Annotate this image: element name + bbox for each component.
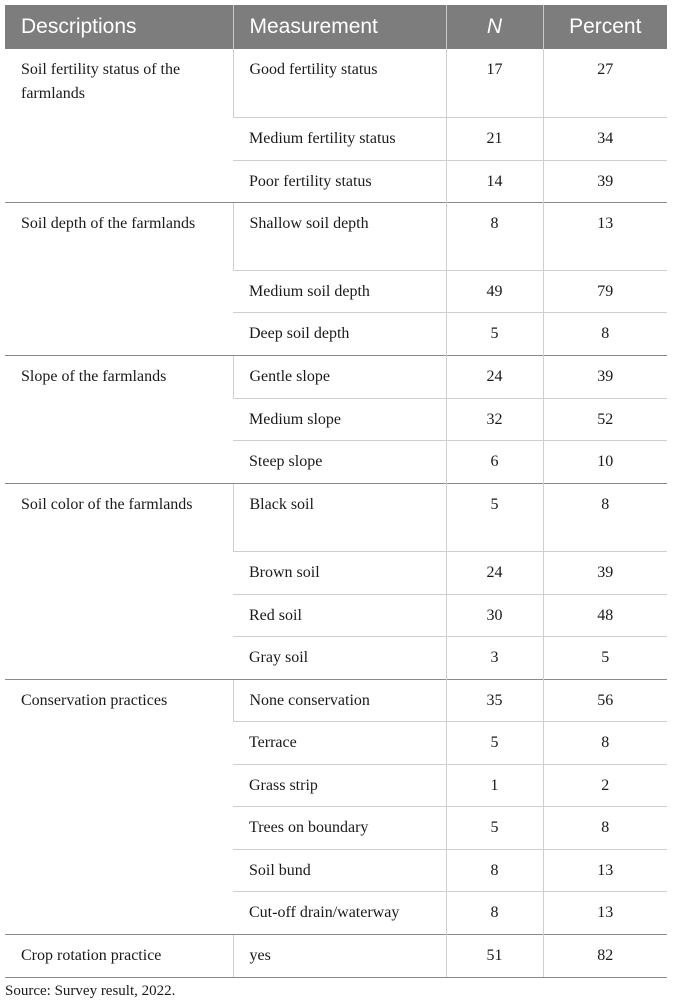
n-cell: 17 [446,49,543,117]
percent-cell: 5 [543,636,667,679]
measurement-cell: yes [233,934,446,977]
n-cell: 24 [446,355,543,398]
measurement-cell: Deep soil depth [233,312,446,355]
n-cell: 14 [446,160,543,202]
n-cell: 30 [446,594,543,636]
table-row [5,483,667,551]
measurement-cell: Medium fertility status [233,117,446,160]
description-cell: Soil fertility status of the farmlands [5,49,233,202]
table-row [5,49,667,117]
measurement-cell: Black soil [233,483,446,551]
percent-cell: 56 [543,679,667,721]
n-cell: 5 [446,312,543,355]
measurement-cell: Brown soil [233,551,446,594]
measurement-cell: Terrace [233,721,446,764]
table-header [5,5,667,49]
percent-cell: 13 [543,891,667,934]
n-cell: 3 [446,636,543,679]
percent-cell: 8 [543,483,667,551]
measurement-cell: Red soil [233,594,446,636]
table-row [5,679,667,721]
n-cell: 24 [446,551,543,594]
percent-cell: 8 [543,312,667,355]
measurement-cell: Shallow soil depth [233,202,446,270]
measurement-cell: Trees on boundary [233,806,446,849]
header-percent: Percent [543,5,667,49]
measurement-cell: Medium soil depth [233,270,446,312]
measurement-cell: Poor fertility status [233,160,446,202]
table-source-note: Source: Survey result, 2022. [5,983,176,999]
percent-cell: 39 [543,551,667,594]
measurement-cell: Gentle slope [233,355,446,398]
table-row [5,934,667,977]
n-cell: 1 [446,764,543,806]
percent-cell: 10 [543,440,667,483]
data-table [5,5,667,978]
percent-cell: 2 [543,764,667,806]
n-cell: 6 [446,440,543,483]
header-n: N [446,5,543,49]
percent-cell: 8 [543,806,667,849]
measurement-cell: Soil bund [233,849,446,891]
table-body [5,49,667,977]
header-row [5,5,667,49]
n-cell: 5 [446,806,543,849]
header-descriptions: Descriptions [5,5,233,49]
description-cell: Soil depth of the farmlands [5,202,233,355]
measurement-cell: Steep slope [233,440,446,483]
percent-cell: 79 [543,270,667,312]
n-cell: 51 [446,934,543,977]
percent-cell: 8 [543,721,667,764]
percent-cell: 13 [543,202,667,270]
measurement-cell: Grass strip [233,764,446,806]
measurement-cell: None conservation [233,679,446,721]
measurement-cell: Cut-off drain/waterway [233,891,446,934]
header-measurement: Measurement [233,5,446,49]
table-row [5,202,667,270]
description-cell: Crop rotation practice [5,934,233,977]
n-cell: 8 [446,891,543,934]
percent-cell: 13 [543,849,667,891]
percent-cell: 82 [543,934,667,977]
percent-cell: 39 [543,355,667,398]
description-cell: Slope of the farmlands [5,355,233,483]
measurement-cell: Gray soil [233,636,446,679]
description-cell: Conservation practices [5,679,233,934]
percent-cell: 52 [543,398,667,440]
percent-cell: 48 [543,594,667,636]
measurement-cell: Good fertility status [233,49,446,117]
n-cell: 5 [446,721,543,764]
n-cell: 8 [446,202,543,270]
description-cell: Soil color of the farmlands [5,483,233,679]
percent-cell: 34 [543,117,667,160]
table-row [5,355,667,398]
n-cell: 5 [446,483,543,551]
n-cell: 32 [446,398,543,440]
percent-cell: 27 [543,49,667,117]
n-cell: 21 [446,117,543,160]
measurement-cell: Medium slope [233,398,446,440]
n-cell: 8 [446,849,543,891]
percent-cell: 39 [543,160,667,202]
n-cell: 35 [446,679,543,721]
n-cell: 49 [446,270,543,312]
